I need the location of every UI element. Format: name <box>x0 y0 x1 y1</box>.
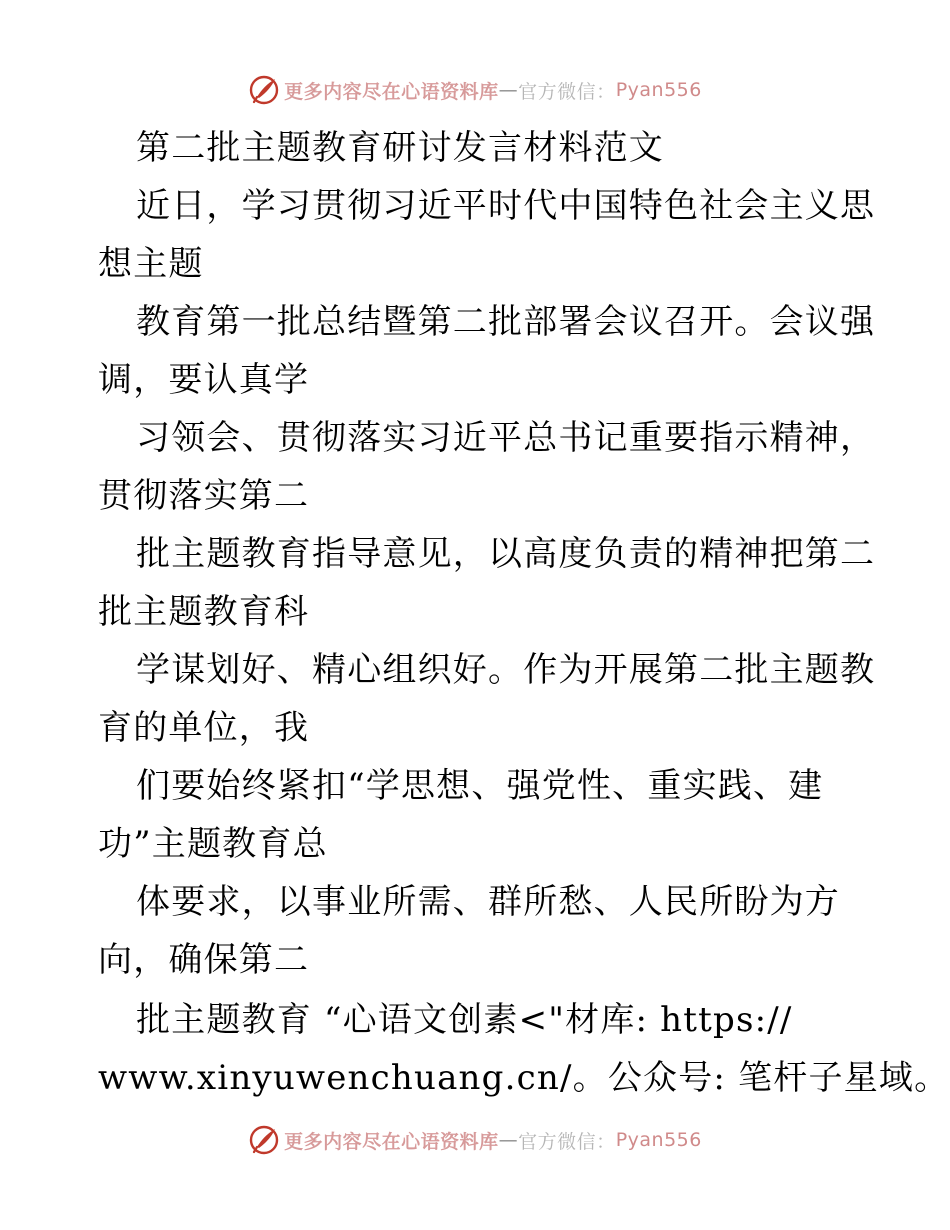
banner-wechat-id: Pyan556 <box>615 79 702 101</box>
paragraph-line: 贯彻落实第二 <box>98 476 310 516</box>
paragraph-line: 体要求，以事业所需、群所愁、人民所盼为方 <box>136 882 840 922</box>
paragraph-line: 育的单位，我 <box>98 708 310 748</box>
paragraph-line: 们要始终紧扣“学思想、强党性、重实践、建 <box>136 766 824 806</box>
banner-wechat-id: Pyan556 <box>615 1129 702 1151</box>
paragraph-line: 批主题教育指导意见，以高度负责的精神把第二 <box>136 534 876 574</box>
paragraph-line: 批主题教育科 <box>98 592 310 632</box>
quill-pen-logo-icon <box>248 1124 280 1156</box>
paragraph-line: 调，要认真学 <box>98 360 310 400</box>
banner-title: 更多内容尽在心语资料库 <box>284 80 499 103</box>
banner-wechat-label: 官方微信： <box>518 1130 616 1153</box>
paragraph-line: 向，确保第二 <box>98 940 310 980</box>
paragraph-line: 批主题教育 “心语文创素<"材库: https:// <box>136 1000 793 1040</box>
paragraph-line: www.xinyuwenchuang.cn/。公众号: 笔杆子星域。 <box>98 1058 950 1098</box>
paragraph-line: 习领会、贯彻落实习近平总书记重要指示精神， <box>136 418 876 458</box>
header-banner <box>0 70 950 110</box>
paragraph-line: 近日，学习贯彻习近平时代中国特色社会主义思 <box>136 186 876 226</box>
quill-pen-logo-icon <box>248 74 280 106</box>
footer-banner <box>0 1120 950 1160</box>
banner-title: 更多内容尽在心语资料库 <box>284 1130 499 1153</box>
paragraph-line: 功”主题教育总 <box>98 824 328 864</box>
document-title: 第二批主题教育研讨发言材料范文 <box>136 128 664 168</box>
banner-dash: — <box>498 79 519 101</box>
paragraph-line: 想主题 <box>98 244 204 284</box>
paragraph-line: 教育第一批总结暨第二批部署会议召开。会议强 <box>136 302 876 342</box>
banner-dash: — <box>498 1129 519 1151</box>
banner-wechat-label: 官方微信： <box>518 80 616 103</box>
paragraph-line: 学谋划好、精心组织好。作为开展第二批主题教 <box>136 650 876 690</box>
